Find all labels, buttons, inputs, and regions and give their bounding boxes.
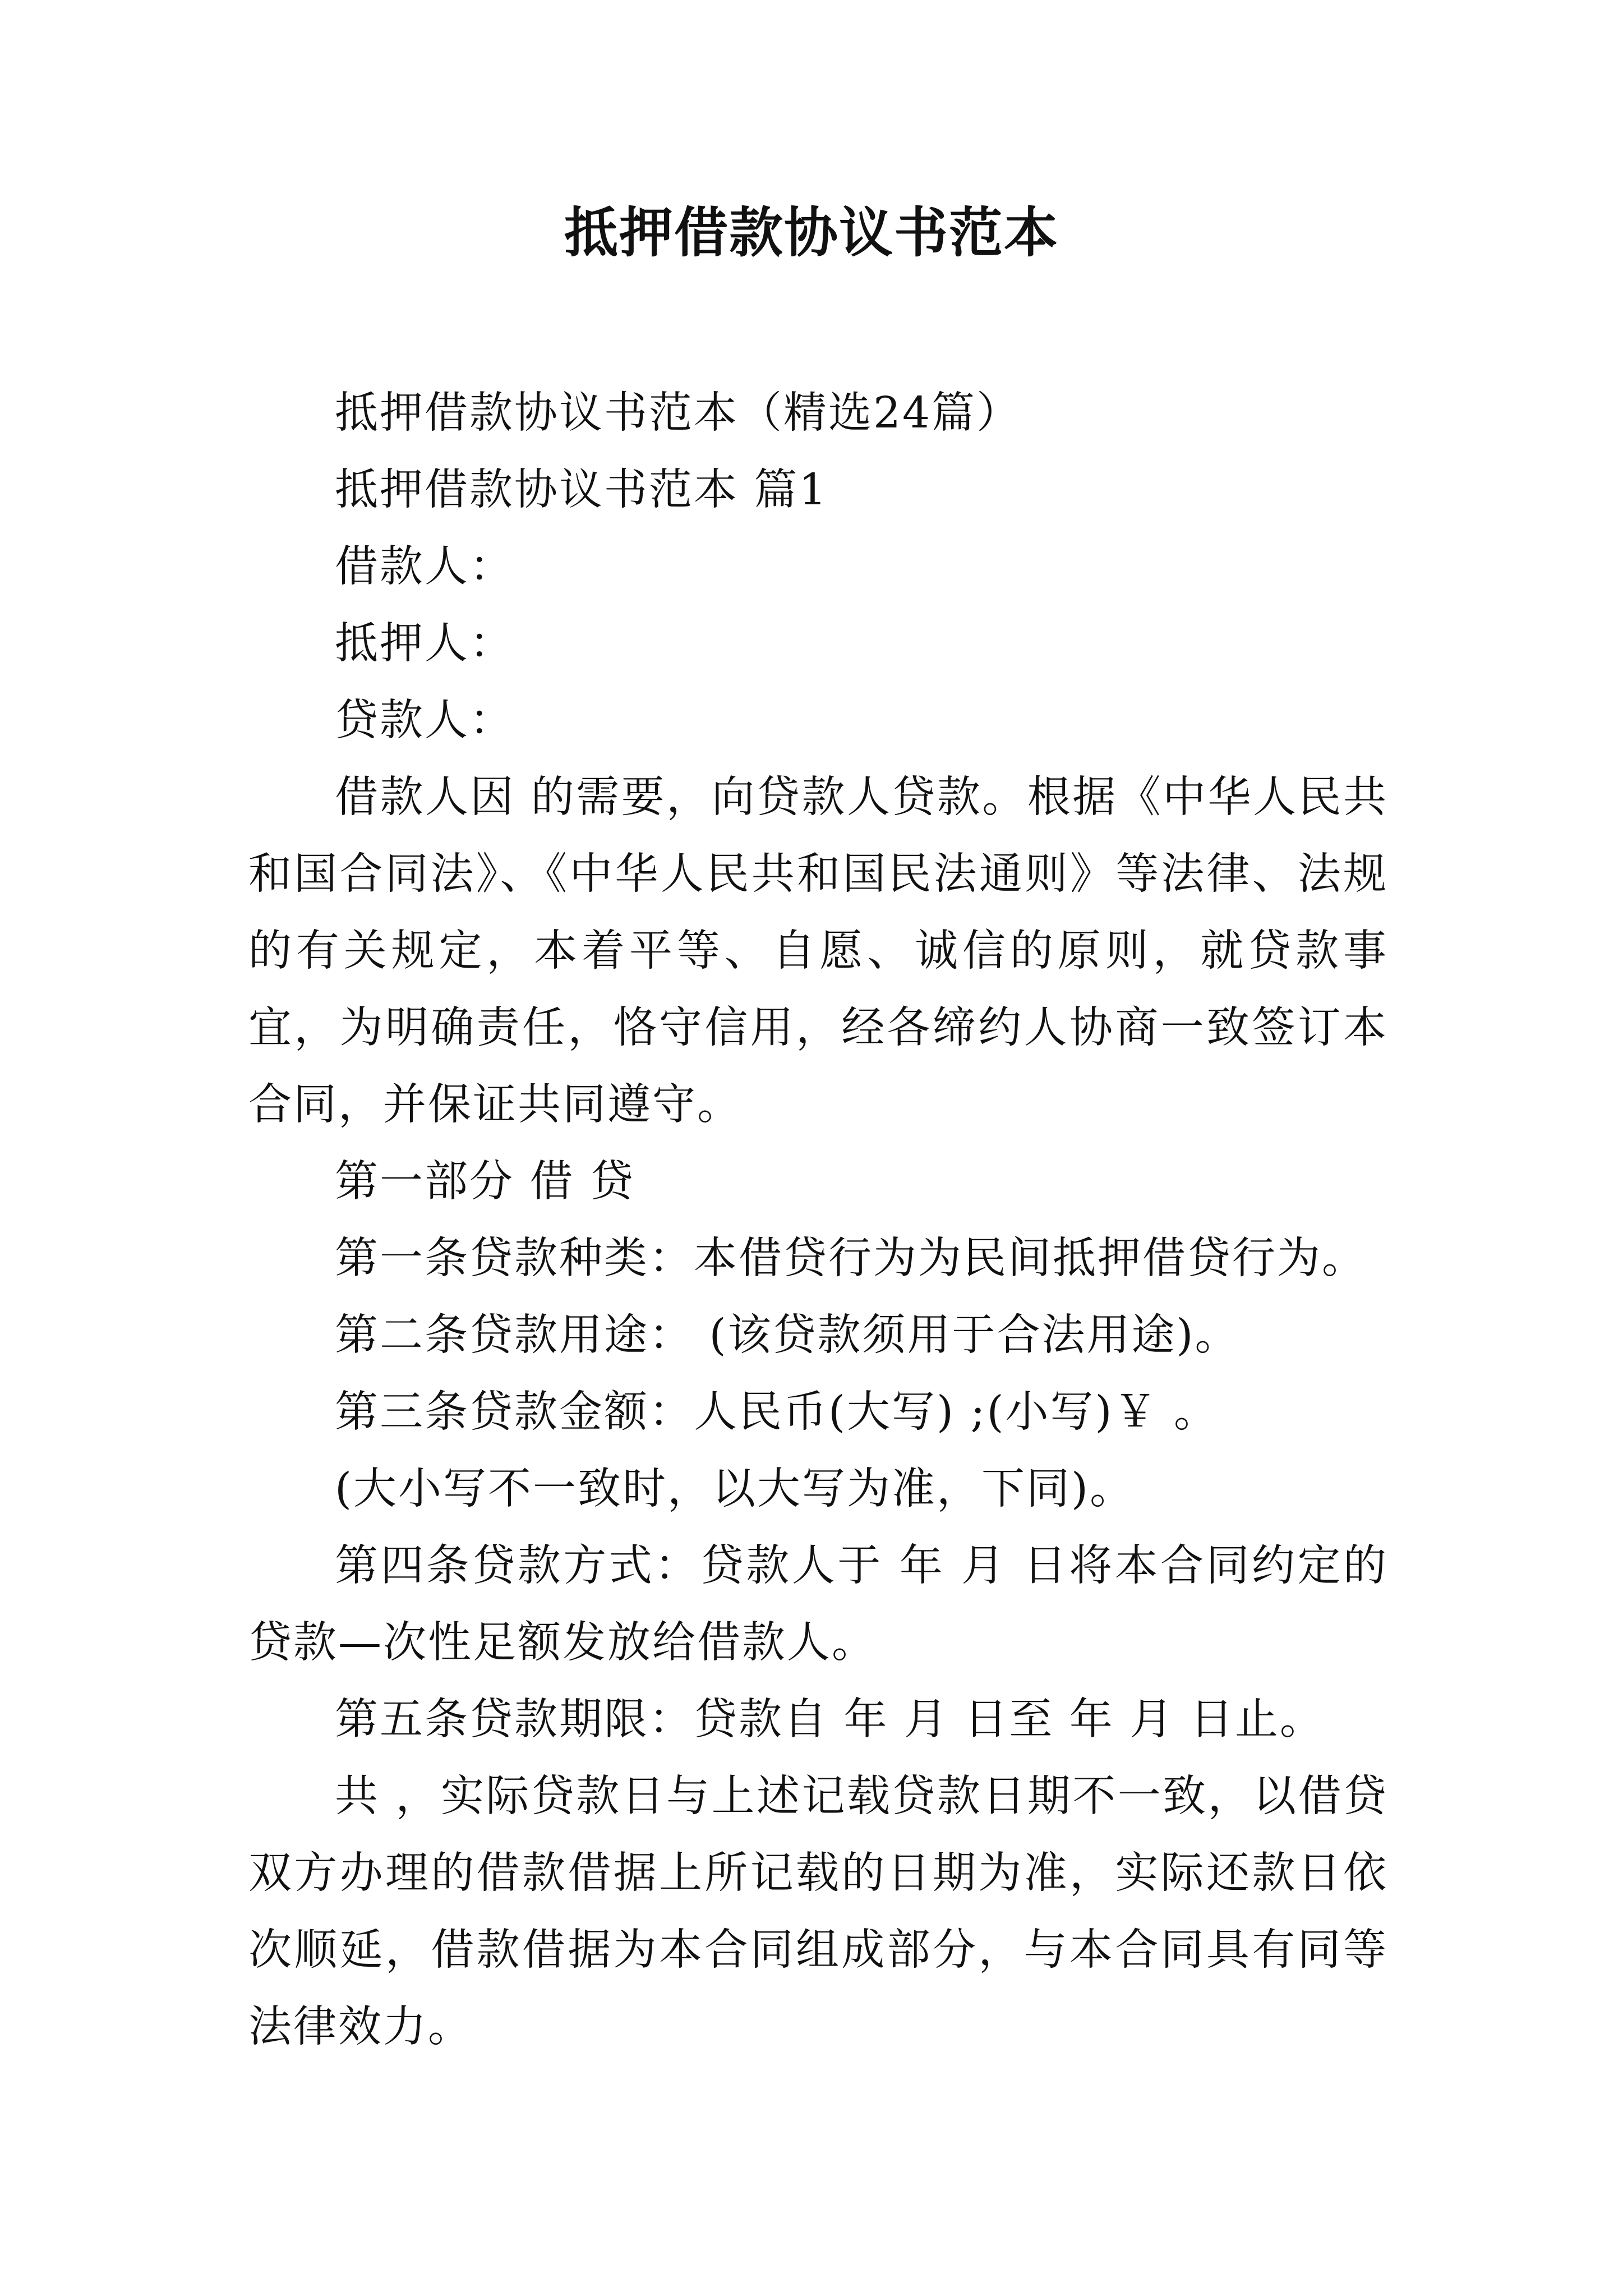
paragraph-article-5: 第五条贷款期限：贷款自 年 月 日至 年 月 日止。 [335,1695,1325,1745]
paragraph-article-1: 第一条贷款种类：本借贷行为为民间抵押借贷行为。 [335,1234,1367,1283]
paragraph-article-5-note: 共 ，实际贷款日与上述记载贷款日期不一致，以借贷双方办理的借款借据上所记载的日期为准，实际还款日依次顺延，借款借据为本合同组成部分，与本合同具有同等法律效力。 [248,1772,1388,2052]
document-body [248,375,1388,2065]
paragraph-borrower: 借款人： [335,542,514,592]
paragraph-article-3: 第三条贷款金额：人民币(大写) ;(小写)￥ 。 [335,1387,1219,1437]
paragraph-article-4: 第四条贷款方式：贷款人于 年 月 日将本合同约定的贷款—次性足额发放给借款人。 [248,1541,1388,1668]
paragraph-article-2: 第二条贷款用途： (该贷款须用于合法用途)。 [335,1310,1240,1360]
paragraph-lender: 贷款人： [335,696,514,746]
paragraph-preamble: 借款人因 的需要，向贷款人贷款。根据《中华人民共和国合同法》、《中华人民共和国民法通则》等法律、法规的有关规定，本着平等、自愿、诚信的原则，就贷款事宜，为明确责任，恪守信用，经各缔约人协商一致签订本合同，并保证共同遵守。 [248,772,1388,1130]
paragraph-mortgagor: 抵押人： [335,619,514,669]
paragraph-section-heading: 抵押借款协议书范本 篇1 [335,465,828,515]
paragraph-subtitle: 抵押借款协议书范本（精选24篇） [335,388,1021,438]
paragraph-article-3-note: (大小写不一致时，以大写为准，下同)。 [335,1464,1135,1514]
document-title: 抵押借款协议书范本 [564,201,1059,264]
paragraph-part-one: 第一部分 借 贷 [335,1157,635,1207]
